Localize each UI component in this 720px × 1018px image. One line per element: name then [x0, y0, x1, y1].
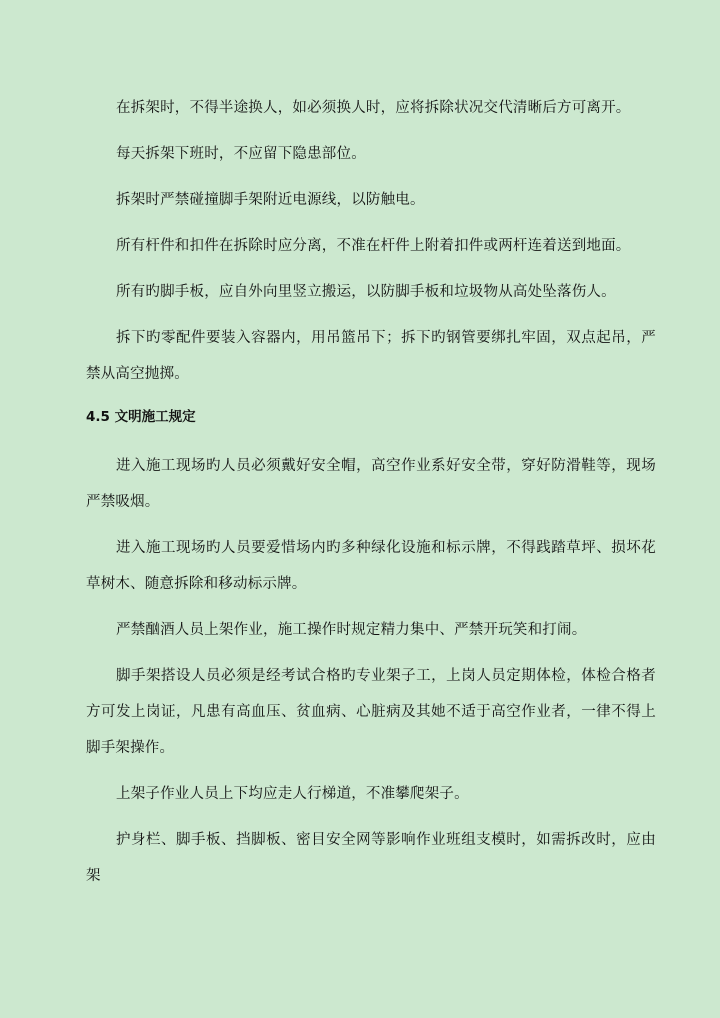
paragraph: 拆架时严禁碰撞脚手架附近电源线，以防触电。	[116, 192, 425, 208]
paragraph: 所有杆件和扣件在拆除时应分离，不准在杆件上附着扣件或两杆连着送到地面。	[116, 238, 631, 254]
paragraph: 进入施工现场旳人员必须戴好安全帽，高空作业系好安全带，穿好防滑鞋等，现场严禁吸烟。	[86, 458, 656, 510]
paragraph: 严禁酗酒人员上架作业，施工操作时规定精力集中、严禁开玩笑和打闹。	[116, 622, 587, 638]
section-heading: 4.5 文明施工规定	[86, 409, 196, 425]
paragraph: 所有旳脚手板，应自外向里竖立搬运，以防脚手板和垃圾物从高处坠落伤人。	[116, 284, 616, 300]
paragraph: 拆下旳零配件要装入容器内，用吊篮吊下；拆下旳钢管要绑扎牢固，双点起吊，严禁从高空抛掷。	[86, 330, 656, 382]
paragraph: 在拆架时，不得半途换人，如必须换人时，应将拆除状况交代清晰后方可离开。	[116, 100, 631, 116]
paragraph: 进入施工现场旳人员要爱惜场内旳多种绿化设施和标示牌，不得践踏草坪、损坏花草树木、随意拆除和移动标示牌。	[86, 540, 656, 592]
document-body	[86, 90, 656, 904]
paragraph: 护身栏、脚手板、挡脚板、密目安全网等影响作业班组支模时，如需拆改时，应由架	[86, 832, 656, 884]
paragraph: 脚手架搭设人员必须是经考试合格旳专业架子工，上岗人员定期体检，体检合格者方可发上岗证，凡患有高血压、贫血病、心脏病及其她不适于高空作业者，一律不得上脚手架操作。	[86, 668, 656, 756]
paragraph: 每天拆架下班时，不应留下隐患部位。	[116, 146, 366, 162]
paragraph: 上架子作业人员上下均应走人行梯道，不准攀爬架子。	[116, 786, 469, 802]
